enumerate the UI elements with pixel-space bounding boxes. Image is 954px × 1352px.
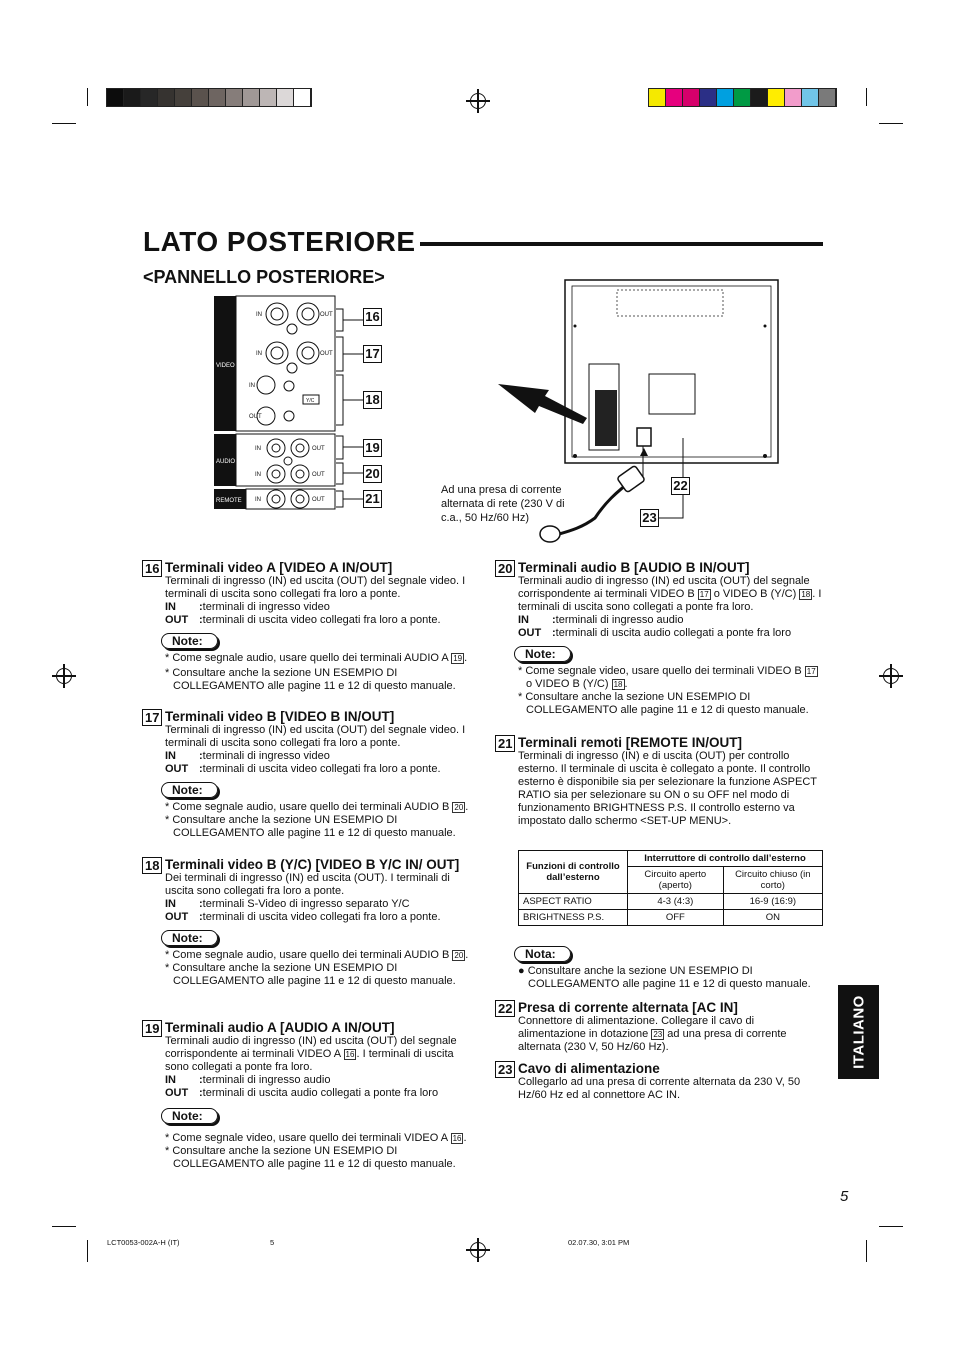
section-title: Terminali video B [VIDEO B IN/OUT]: [165, 709, 395, 724]
svg-text:OUT: OUT: [312, 497, 325, 503]
svg-text:OUT: OUT: [312, 446, 325, 452]
section-title: Terminali audio A [AUDIO A IN/OUT]: [165, 1020, 395, 1035]
callout-19: 19: [363, 439, 382, 457]
gray-calibration-bar: [106, 88, 312, 107]
color-swatch: [717, 89, 734, 106]
color-swatch: [175, 89, 192, 106]
color-swatch: [209, 89, 226, 106]
table-row: ASPECT RATIO 4-3 (4:3) 16-9 (16:9): [519, 894, 823, 910]
color-swatch: [785, 89, 802, 106]
crop-mark: [52, 123, 76, 124]
mains-caption: Ad una presa di corrente alternata di rete (230 V di c.a., 50 Hz/60 Hz): [441, 484, 565, 524]
table-header: Interruttore di controllo dall’esterno: [628, 851, 823, 867]
note-label: Note:: [161, 633, 218, 649]
svg-text:IN: IN: [256, 351, 262, 357]
svg-text:IN: IN: [255, 497, 261, 503]
section-21-note: Nota: ● Consultare anche la sezione UN ESEMPIO DI COLLEGAMENTO alle pagine 11 e 12 di questo manuale.: [518, 940, 823, 991]
color-swatch: [107, 89, 124, 106]
registration-mark-icon: [470, 1242, 486, 1258]
note-label: Nota:: [514, 946, 571, 962]
svg-text:IN: IN: [255, 446, 261, 452]
page-subtitle: <PANNELLO POSTERIORE>: [143, 267, 385, 287]
table-header: Circuito aperto (aperto): [628, 867, 724, 894]
color-swatch: [734, 89, 751, 106]
callout-21: 21: [363, 490, 382, 508]
svg-text:OUT: OUT: [312, 472, 325, 478]
section-body: Terminali di ingresso (IN) ed uscita (OUT) del segnale video. I terminali di uscita sono collegati fra loro a ponte.: [165, 575, 466, 600]
terminal-panel-diagram: [213, 295, 383, 515]
color-swatch: [649, 89, 666, 106]
crop-mark: [87, 1240, 88, 1262]
svg-text:OUT: OUT: [320, 351, 333, 357]
callout-20: 20: [363, 465, 382, 483]
registration-mark-icon: [883, 668, 899, 684]
note-label: Note:: [161, 782, 218, 798]
table-header: Funzioni di controllo dall’esterno: [519, 851, 628, 894]
section-16: 16 Terminali video A [VIDEO A IN/OUT] Terminali di ingresso (IN) ed uscita (OUT) del segnale video. I terminali di uscita sono collegati fra loro a ponte. IN :terminali di ingresso video OUT :terminali di uscita video collegati fra loro a ponte. Note: * Come segnale audio, usare quello dei terminali AUDIO A 19 . * Consultare anche la sezione UN ESEMPIO DI COLLEGAMENTO alle pagine 11 e 12 di questo manuale.: [165, 560, 470, 693]
note-label: Note:: [161, 930, 218, 946]
crop-mark: [866, 1240, 867, 1262]
section-19: 19 Terminali audio A [AUDIO A IN/OUT] Terminali audio di ingresso (IN) ed uscita (OUT) del segnale corrispondente ai terminali VIDEO A 16 . I terminali di uscita sono collegati a ponte fra loro. IN :terminali di ingresso audio OUT :terminali di uscita audio collegati a ponte fra loro Note: * Come segnale video, usare quello dei terminali VIDEO A 16 . * Consultare anche la sezione UN ESEMPIO DI COLLEGAMENTO alle pagine 11 e 12 di questo manuale.: [165, 1020, 470, 1171]
color-swatch: [751, 89, 768, 106]
section-17: 17 Terminali video B [VIDEO B IN/OUT] Terminali di ingresso (IN) ed uscita (OUT) del segnale video. I terminali di uscita sono collegati fra loro a ponte. IN :terminali di ingresso video OUT :terminali di uscita video collegati fra loro a ponte. Note: * Come segnale audio, usare quello dei terminali AUDIO B 20 . * Consultare anche la sezione UN ESEMPIO DI COLLEGAMENTO alle pagine 11 e 12 di questo manuale.: [165, 709, 470, 840]
svg-text:AUDIO: AUDIO: [216, 459, 236, 465]
section-title: Terminali audio B [AUDIO B IN/OUT]: [518, 560, 750, 575]
section-title: Cavo di alimentazione: [518, 1061, 660, 1076]
color-swatch: [683, 89, 700, 106]
svg-text:A: A: [239, 311, 244, 318]
color-swatch: [819, 89, 836, 106]
section-title: Terminali video B (Y/C) [VIDEO B Y/C IN/ OUT]: [165, 857, 460, 872]
svg-text:REMOTE: REMOTE: [216, 498, 242, 504]
color-swatch: [124, 89, 141, 106]
svg-text:IN: IN: [255, 472, 261, 478]
footer-date: 02.07.30, 3:01 PM: [568, 1238, 630, 1247]
page-number: 5: [840, 1188, 849, 1205]
section-number: 16: [142, 560, 162, 577]
callout-17: 17: [363, 345, 382, 363]
section-23: 23 Cavo di alimentazione Collegarlo ad una presa di corrente alternata da 230 V, 50 Hz/60 Hz ed al connettore AC IN.: [518, 1061, 823, 1102]
crop-mark: [879, 1226, 903, 1227]
color-swatch: [768, 89, 785, 106]
svg-text:B: B: [239, 471, 244, 478]
crop-mark: [52, 1226, 76, 1227]
crop-mark: [866, 88, 867, 106]
color-swatch: [802, 89, 819, 106]
svg-text:VIDEO: VIDEO: [216, 363, 235, 369]
footer-code: LCT0053-002A-H (IT): [107, 1238, 180, 1247]
callout-18: 18: [363, 391, 382, 409]
note-label: Note:: [161, 1108, 218, 1124]
callout-23: 23: [640, 509, 659, 527]
section-20: 20 Terminali audio B [AUDIO B IN/OUT] Terminali audio di ingresso (IN) ed uscita (OUT) del segnale corrispondente ai terminali VIDEO B 17 o VIDEO B (Y/C) 18 . I terminali di uscita sono collegati a ponte fra loro. IN :terminali di ingresso audio OUT :terminali di uscita audio collegati a ponte fra loro Note: * Come segnale video, usare quello dei terminali VIDEO B 17 o VIDEO B (Y/C) 18 . * Consultare anche la sezione UN ESEMPIO DI COLLEGAMENTO alle pagine 11 e 12 di questo manuale.: [518, 560, 823, 717]
note-label: Note:: [514, 646, 571, 662]
registration-mark-icon: [470, 93, 486, 109]
language-tab: ITALIANO: [838, 985, 879, 1079]
color-swatch: [277, 89, 294, 106]
title-rule: [420, 242, 823, 246]
svg-text:IN: IN: [249, 383, 255, 389]
color-swatch: [141, 89, 158, 106]
footer-page: 5: [270, 1238, 275, 1247]
section-22: 22 Presa di corrente alternata [AC IN] Connettore di alimentazione. Collegare il cavo di alimentazione in dotazione 23 ad una presa di corrente alternata (230 V, 50 Hz/60 Hz).: [518, 1000, 823, 1054]
color-swatch: [226, 89, 243, 106]
color-calibration-bar: [648, 88, 837, 107]
section-21: 21 Terminali remoti [REMOTE IN/OUT] Terminali di ingresso (IN) e di uscita (OUT) per controllo esterno. Il terminale di uscita è collegato a ponte. Il controllo esterno è disponibile sia per selezionare la funzione ASPECT RATIO sia per selezionare su ON o su OFF nel modo di funzionamento BRIGHTNESS P.S. Il controllo esterno va impostato dallo schermo <SET-UP MENU>.: [518, 735, 823, 828]
svg-text:B: B: [239, 380, 244, 387]
callout-16: 16: [363, 308, 382, 326]
svg-text:A: A: [239, 445, 244, 452]
svg-text:Y/C: Y/C: [306, 398, 315, 404]
page-title: LATO POSTERIORE: [143, 226, 416, 257]
section-title: Presa di corrente alternata [AC IN]: [518, 1000, 738, 1015]
registration-mark-icon: [56, 668, 72, 684]
svg-text:OUT: OUT: [320, 312, 333, 318]
color-swatch: [243, 89, 260, 106]
callout-22: 22: [671, 477, 690, 495]
color-swatch: [700, 89, 717, 106]
crop-mark: [87, 88, 88, 106]
crop-mark: [879, 123, 903, 124]
color-swatch: [666, 89, 683, 106]
section-18: 18 Terminali video B (Y/C) [VIDEO B Y/C IN/ OUT] Dei terminali di ingresso (IN) ed uscita (OUT). I terminali di uscita sono collegati fra loro a ponte. IN :terminali S-Video di ingresso separato Y/C OUT :terminali di uscita video collegati fra loro a ponte. Note: * Come segnale audio, usare quello dei terminali AUDIO B 20 . * Consultare anche la sezione UN ESEMPIO DI COLLEGAMENTO alle pagine 11 e 12 di questo manuale.: [165, 857, 470, 988]
section-title: Terminali video A [VIDEO A IN/OUT]: [165, 560, 393, 575]
svg-text:IN: IN: [256, 312, 262, 318]
color-swatch: [192, 89, 209, 106]
section-title: Terminali remoti [REMOTE IN/OUT]: [518, 735, 743, 750]
table-header: Circuito chiuso (in corto): [723, 867, 822, 894]
external-control-table: [518, 850, 823, 926]
svg-text:OUT: OUT: [249, 414, 262, 420]
table-row: BRIGHTNESS P.S. OFF ON: [519, 910, 823, 926]
color-swatch: [260, 89, 277, 106]
color-swatch: [294, 89, 311, 106]
color-swatch: [158, 89, 175, 106]
